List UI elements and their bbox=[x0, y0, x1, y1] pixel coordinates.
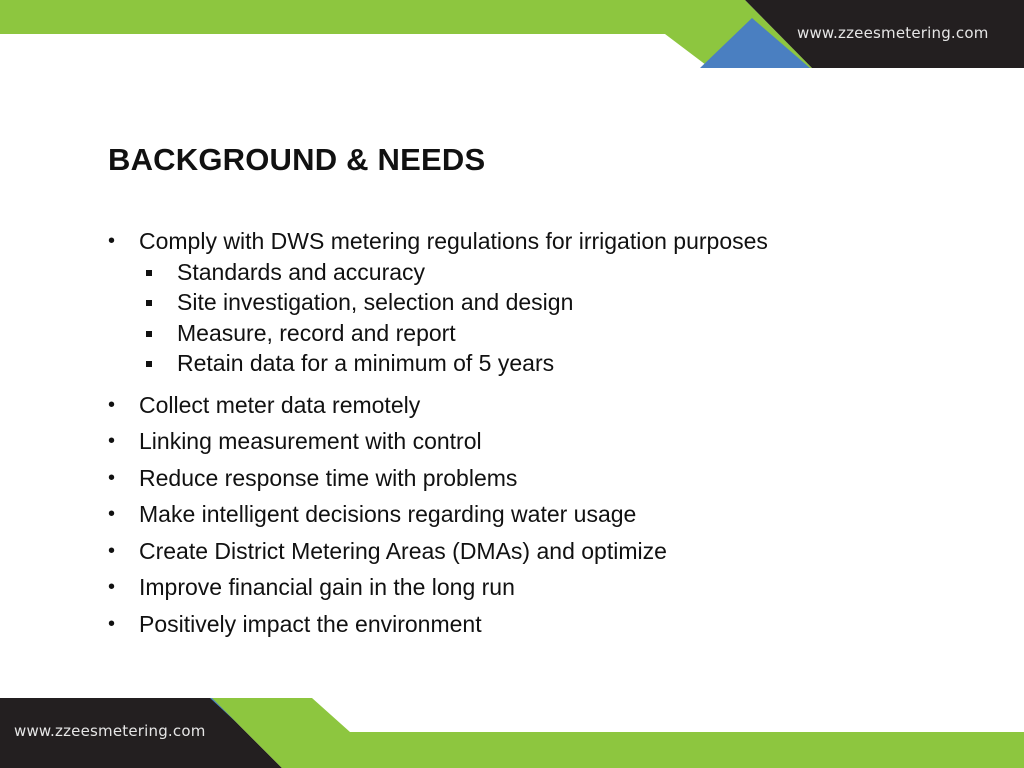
sub-bullet-item bbox=[139, 257, 928, 288]
sub-bullet-item bbox=[139, 348, 928, 379]
sub-bullet-text: Site investigation, selection and design bbox=[177, 289, 574, 315]
sub-bullet-item bbox=[139, 318, 928, 349]
bullet-dot-icon: • bbox=[108, 539, 116, 562]
bullet-text: Positively impact the environment bbox=[139, 610, 482, 637]
bullet-dot-icon: • bbox=[108, 576, 116, 598]
slide-title: BACKGROUND & NEEDS bbox=[108, 142, 486, 177]
bullet-item bbox=[108, 536, 928, 567]
bullet-item bbox=[108, 426, 928, 457]
bullet-dot-icon: • bbox=[108, 230, 116, 252]
bullet-dot-icon: • bbox=[108, 503, 116, 525]
bullet-item bbox=[108, 572, 928, 603]
bullet-text: Improve financial gain in the long run bbox=[139, 574, 515, 600]
bullet-text: Collect meter data remotely bbox=[139, 391, 421, 418]
sub-bullet-text: Standards and accuracy bbox=[177, 258, 426, 285]
bullet-text: Reduce response time with problems bbox=[139, 464, 518, 491]
bullet-list bbox=[108, 226, 928, 645]
bullet-item bbox=[108, 390, 928, 421]
bullet-text: Linking measurement with control bbox=[139, 428, 482, 454]
square-bullet-icon bbox=[146, 331, 152, 337]
bullet-item bbox=[108, 609, 928, 640]
bullet-dot-icon: • bbox=[108, 393, 116, 416]
bullet-item bbox=[108, 499, 928, 530]
bullet-dot-icon: • bbox=[108, 430, 116, 452]
bullet-text: Create District Metering Areas (DMAs) and optimize bbox=[139, 537, 667, 564]
bullet-dot-icon: • bbox=[108, 612, 116, 635]
square-bullet-icon bbox=[146, 361, 152, 367]
bullet-text: Comply with DWS metering regulations for irrigation purposes bbox=[139, 228, 768, 254]
square-bullet-icon bbox=[146, 300, 152, 306]
footer-url: www.zzeesmetering.com bbox=[14, 722, 206, 740]
bullet-text: Make intelligent decisions regarding water usage bbox=[139, 501, 637, 527]
sub-bullet-text: Retain data for a minimum of 5 years bbox=[177, 350, 555, 376]
bullet-item bbox=[108, 463, 928, 494]
bullet-item bbox=[108, 226, 928, 379]
square-bullet-icon bbox=[146, 270, 152, 276]
bullet-dot-icon: • bbox=[108, 466, 116, 489]
sub-bullet-text: Measure, record and report bbox=[177, 319, 456, 346]
sub-bullet-item bbox=[139, 287, 928, 318]
top-green-band bbox=[0, 0, 812, 68]
header-url: www.zzeesmetering.com bbox=[797, 24, 989, 42]
bottom-green-band bbox=[212, 698, 1024, 768]
sub-bullet-list bbox=[139, 257, 928, 379]
